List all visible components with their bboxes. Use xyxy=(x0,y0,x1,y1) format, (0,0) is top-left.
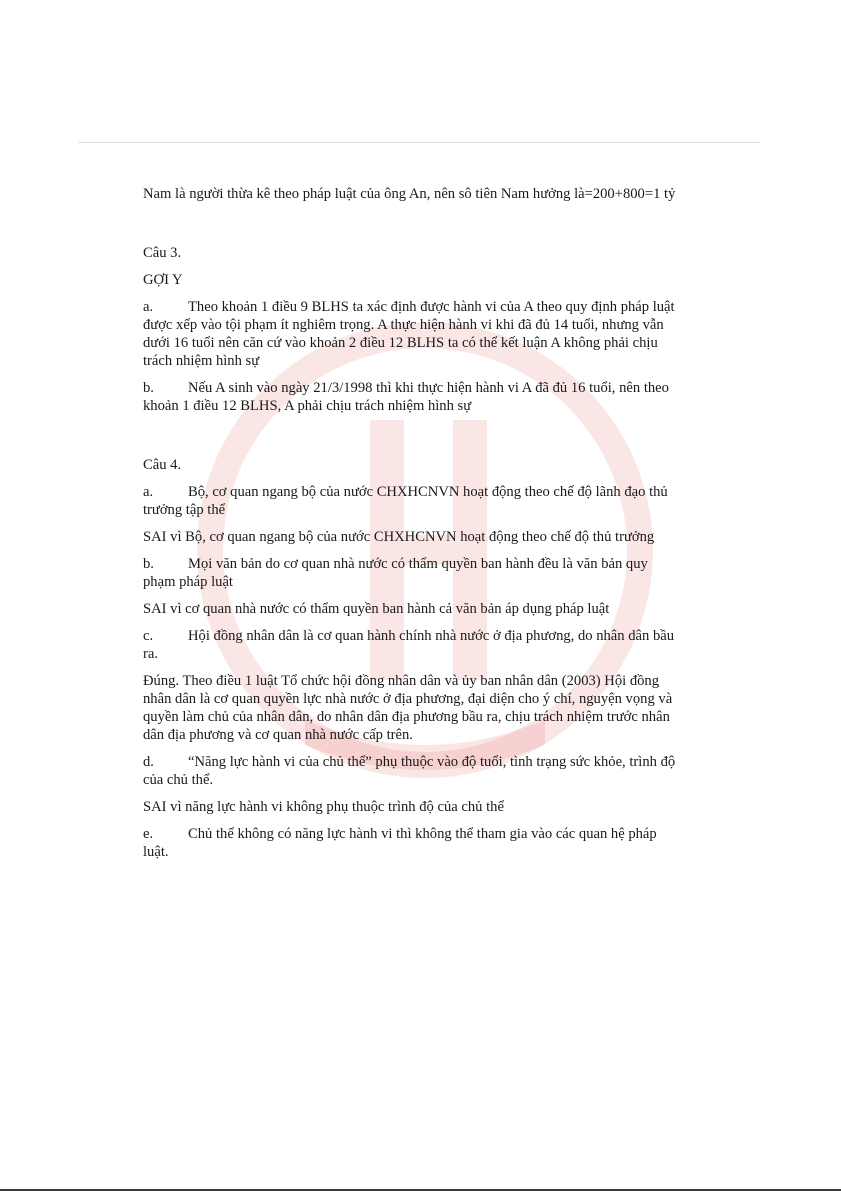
hint-heading: GỢI Y xyxy=(143,272,183,288)
question-3-item-a xyxy=(143,298,683,370)
question-4-item-c xyxy=(143,627,683,663)
item-text: Nếu A sinh vào ngày 21/3/1998 thì khi thực hiện hành vi A đã đủ 16 tuổi, nên theo khoản 1 điều 12 BLHS, A phải chịu trách nhiệm hình sự xyxy=(143,380,669,414)
item-label: b. xyxy=(143,380,154,396)
item-text: Hội đồng nhân dân là cơ quan hành chính nhà nước ở địa phương, do nhân dân bầu ra. xyxy=(143,628,675,662)
question-4-item-b xyxy=(143,555,683,591)
item-label: c. xyxy=(143,628,154,644)
question-4-item-d xyxy=(143,753,683,789)
item-text: Chủ thể không có năng lực hành vi thì không thể tham gia vào các quan hệ pháp luật. xyxy=(143,826,657,860)
item-label: a. xyxy=(143,299,154,315)
item-label: b. xyxy=(143,556,154,572)
question-4-item-a xyxy=(143,483,683,519)
document-body xyxy=(143,185,683,870)
paragraph-inheritance: Nam là người thừa kê theo pháp luật của ông An, nên sô tiên Nam hưởng là=200+800=1 tỷ xyxy=(143,186,676,202)
top-divider xyxy=(78,142,761,143)
item-text: Bộ, cơ quan ngang bộ của nước CHXHCNVN hoạt động theo chế độ lãnh đạo thủ trưởng tập thể xyxy=(143,484,668,518)
question-4-item-e xyxy=(143,825,683,861)
question-3-item-b xyxy=(143,379,683,415)
question-3-heading: Câu 3. xyxy=(143,245,182,261)
item-text: “Năng lực hành vi của chủ thể” phụ thuộc vào độ tuổi, tình trạng sức khỏe, trình độ của chủ thể. xyxy=(143,754,676,788)
question-4-answer-a: SAI vì Bộ, cơ quan ngang bộ của nước CHXHCNVN hoạt động theo chế độ thủ trưởng xyxy=(143,529,655,545)
question-4-answer-b: SAI vì cơ quan nhà nước có thẩm quyền ban hành cả văn bản áp dụng pháp luật xyxy=(143,601,610,617)
item-text: Mọi văn bản do cơ quan nhà nước có thẩm quyền ban hành đều là văn bản quy phạm pháp luật xyxy=(143,556,648,590)
item-label: a. xyxy=(143,484,154,500)
item-label: e. xyxy=(143,826,154,842)
item-label: d. xyxy=(143,754,154,770)
question-4-heading: Câu 4. xyxy=(143,457,182,473)
item-text: Theo khoản 1 điều 9 BLHS ta xác định được hành vi của A theo quy định pháp luật được xếp vào tội phạm ít nghiêm trọng. A thực hiện hành vi khi đã đủ 14 tuổi, nhưng vẫn dưới 16 tuổi nên căn cứ vào khoản 2 điều 12 BLHS ta có thể kết luận A không phải chịu trách nhiệm hình sự xyxy=(143,299,675,369)
question-4-answer-d: SAI vì năng lực hành vi không phụ thuộc trình độ của chủ thể xyxy=(143,799,504,815)
question-4-answer-c: Đúng. Theo điều 1 luật Tổ chức hội đồng nhân dân và ủy ban nhân dân (2003) Hội đồng nhân dân là cơ quan quyền lực nhà nước ở địa phương, đại diện cho ý chí, nguyện vọng và quyền làm chủ của nhân dân, do nhân dân địa phương bầu ra, chịu trách nhiệm trước nhân dân địa phương và cơ quan nhà nước cấp trên. xyxy=(143,673,673,743)
